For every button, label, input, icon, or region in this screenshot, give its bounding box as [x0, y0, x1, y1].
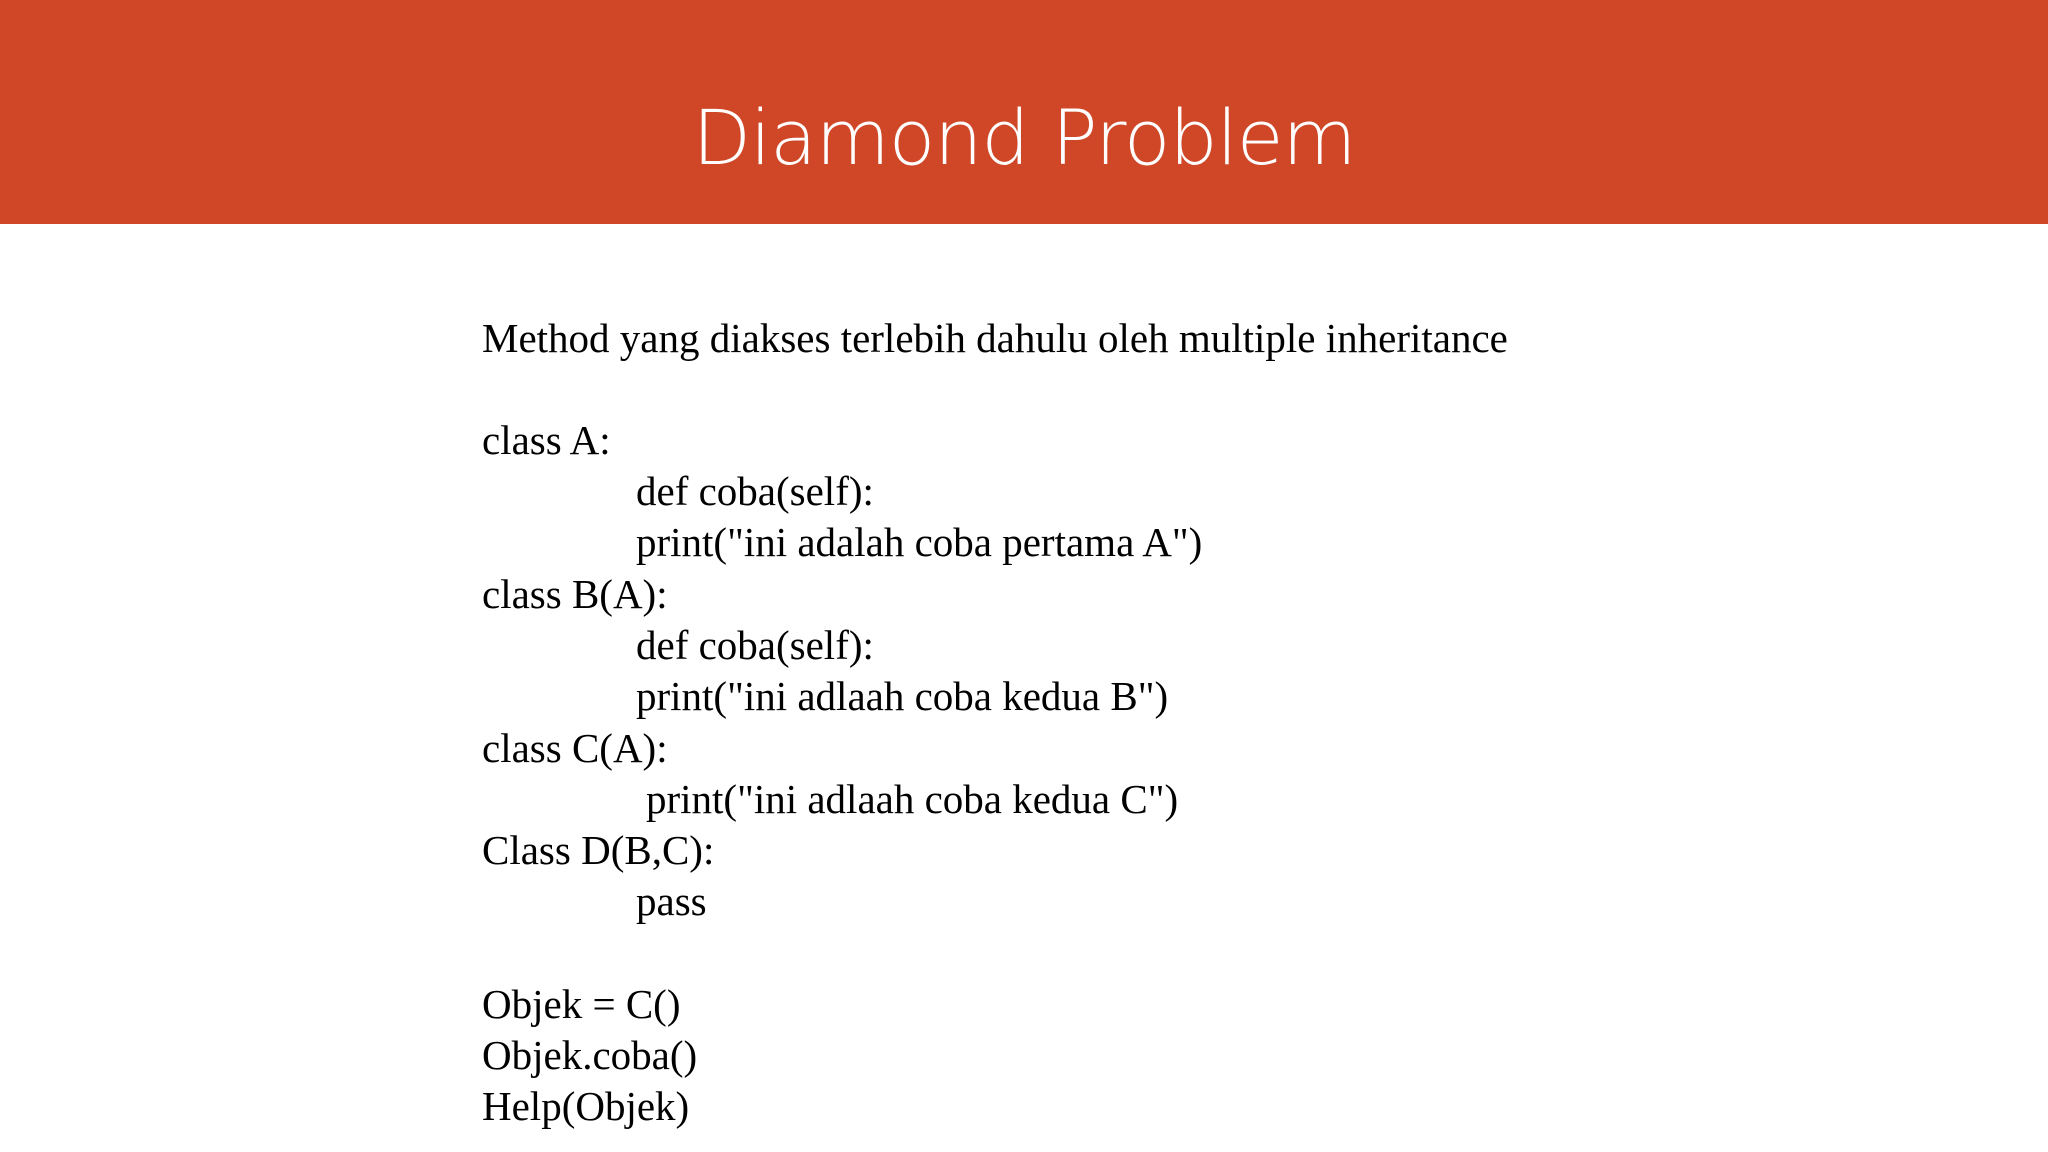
code-line: class B(A): — [482, 571, 668, 617]
code-line: Objek = C() — [482, 981, 681, 1027]
intro-text: Method yang diakses terlebih dahulu oleh multiple inheritance — [482, 315, 1508, 361]
code-line: Class D(B,C): — [482, 827, 715, 873]
slide-title: Diamond Problem — [692, 93, 1356, 182]
code-line: print("ini adalah coba pertama A") — [636, 519, 1203, 565]
code-line: def coba(self): — [636, 622, 874, 668]
code-line: Objek.coba() — [482, 1032, 698, 1078]
code-line: print("ini adlaah coba kedua C") — [646, 776, 1179, 822]
code-line: class A: — [482, 417, 611, 463]
code-line: class C(A): — [482, 725, 668, 771]
title-bar — [0, 0, 2048, 224]
code-line: print("ini adlaah coba kedua B") — [636, 673, 1169, 719]
code-line: Help(Objek) — [482, 1083, 690, 1129]
code-line: def coba(self): — [636, 468, 874, 514]
code-line: pass — [636, 878, 707, 924]
